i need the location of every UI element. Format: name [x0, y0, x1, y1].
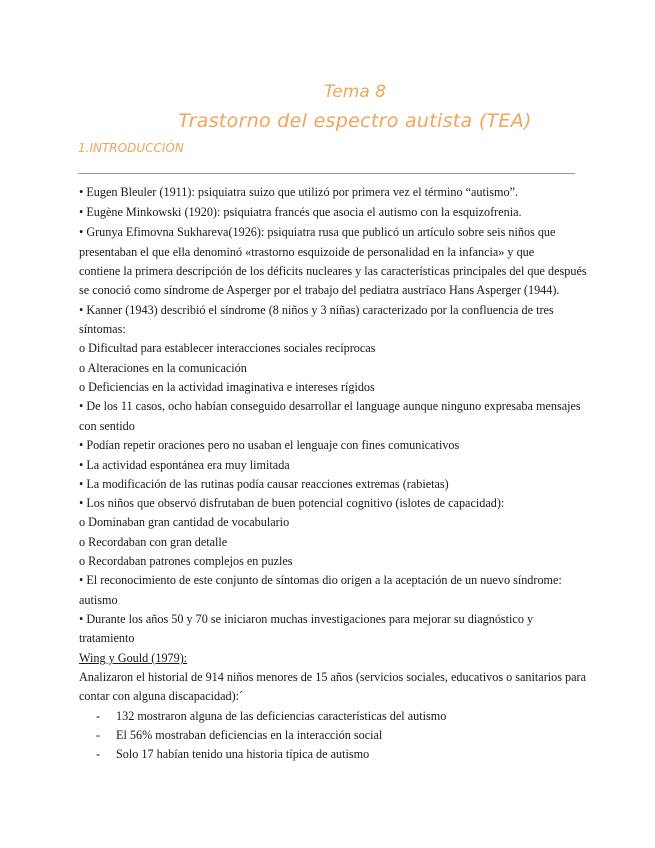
text-line: o Alteraciones en la comunicación [79, 361, 247, 375]
text-line: • De los 11 casos, ocho habían conseguido desarrollar el language aunque ninguno expresaba mensajes [79, 399, 581, 413]
dash-marker: - [96, 747, 101, 761]
text-line: se conoció como síndrome de Asperger por el trabajo del pediatra austríaco Hans Asperger (1944). [79, 283, 560, 297]
text-line: • La actividad espontánea era muy limitada [79, 458, 290, 472]
dash-list-item: 132 mostraron alguna de las deficiencias características del autismo [116, 709, 447, 723]
subheading-wing-gould: Wing y Gould (1979): [79, 651, 188, 665]
text-line: presentaban el que ella denominó «trastorno esquizoide de personalidad en la infancia» y que [79, 245, 535, 259]
dash-list-item: El 56% mostraban deficiencias en la interacción social [116, 728, 383, 742]
dash-marker: - [96, 728, 101, 742]
text-line: o Deficiencias en la actividad imaginativa e intereses rígidos [79, 380, 375, 394]
document-title-line1: Tema 8 [324, 82, 386, 102]
text-line: o Dificultad para establecer interacciones sociales recíprocas [79, 341, 376, 355]
text-line: • Eugen Bleuler (1911): psiquiatra suizo que utilizó por primera vez el término “autismo”. [79, 185, 519, 199]
text-line: • Grunya Efimovna Sukhareva(1926): psiquiatra rusa que publicó un artículo sobre seis niños que [79, 225, 556, 239]
text-line: Analizaron el historial de 914 niños menores de 15 años (servicios sociales, educativos o sanitarios para [79, 670, 586, 684]
dash-list-item: Solo 17 habían tenido una historia típica de autismo [116, 747, 370, 761]
text-line: síntomas: [79, 322, 126, 336]
dash-marker: - [96, 709, 101, 723]
text-line: • Los niños que observó disfrutaban de buen potencial cognitivo (islotes de capacidad): [79, 496, 505, 510]
heading-divider [78, 173, 575, 174]
text-line: o Recordaban con gran detalle [79, 535, 228, 549]
text-line: • Durante los años 50 y 70 se iniciaron muchas investigaciones para mejorar su diagnóstico y [79, 612, 534, 626]
section-heading: 1.INTRODUCCIÓN [78, 141, 184, 155]
text-line: o Recordaban patrones complejos en puzles [79, 554, 293, 568]
text-line: • El reconocimiento de este conjunto de síntomas dio origen a la aceptación de un nuevo síndrome: [79, 573, 562, 587]
document-title-line2: Trastorno del espectro autista (TEA) [178, 110, 532, 132]
text-line: contiene la primera descripción de los déficits nucleares y las características principales del que después [79, 264, 587, 278]
text-line: tratamiento [79, 631, 135, 645]
text-line: o Dominaban gran cantidad de vocabulario [79, 515, 290, 529]
text-line: con sentido [79, 419, 135, 433]
text-line: • La modificación de las rutinas podía causar reacciones extremas (rabietas) [79, 477, 449, 491]
text-line: contar con alguna discapacidad):´ [79, 689, 244, 703]
text-line: autismo [79, 593, 118, 607]
text-line: • Kanner (1943) describió el síndrome (8 niños y 3 niñas) caracterizado por la confluencia de tres [79, 303, 554, 317]
text-line: • Podían repetir oraciones pero no usaban el lenguaje con fines comunicativos [79, 438, 460, 452]
text-line: • Eugène Minkowski (1920): psiquiatra francés que asocia el autismo con la esquizofrenia. [79, 205, 522, 219]
